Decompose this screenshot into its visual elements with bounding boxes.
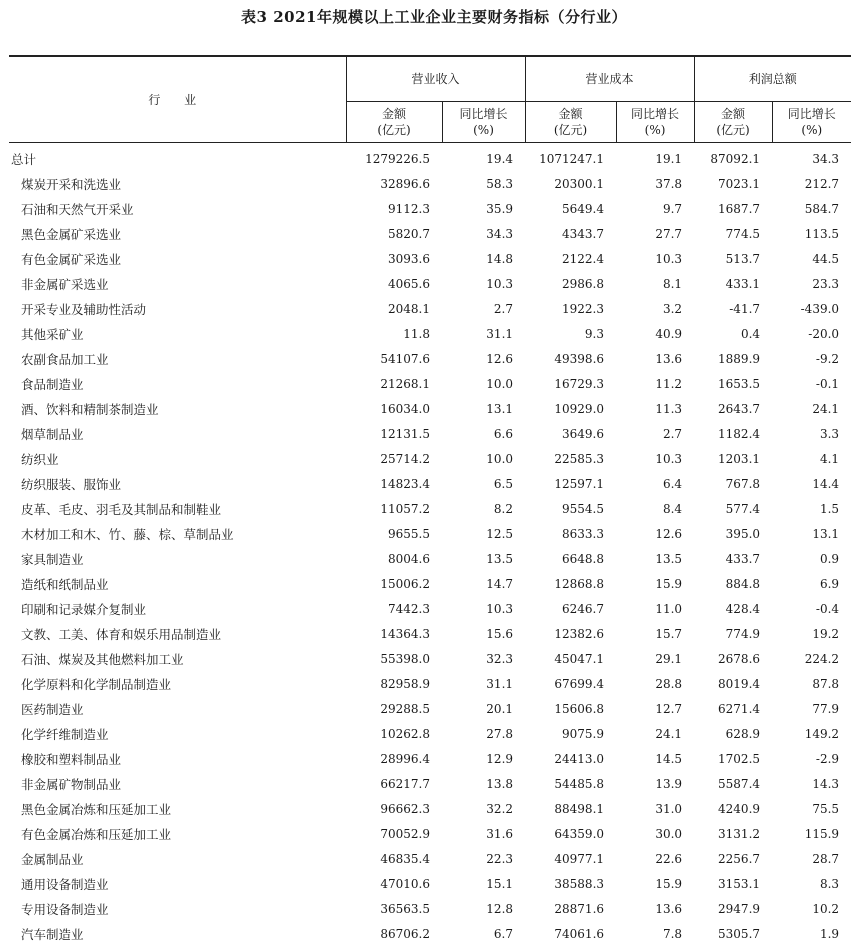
profit-growth: -0.1 bbox=[772, 371, 851, 396]
profit-growth: 14.3 bbox=[772, 771, 851, 796]
cost-growth: 22.6 bbox=[616, 846, 694, 871]
profit-growth: 4.1 bbox=[772, 446, 851, 471]
cost-amount: 1071247.1 bbox=[525, 143, 616, 172]
cost-growth: 11.2 bbox=[616, 371, 694, 396]
cost-growth: 24.1 bbox=[616, 721, 694, 746]
revenue-amount: 47010.6 bbox=[346, 871, 442, 896]
revenue-amount: 1279226.5 bbox=[346, 143, 442, 172]
table-row bbox=[9, 196, 851, 221]
profit-amount: 1687.7 bbox=[694, 196, 772, 221]
table-row bbox=[9, 896, 851, 921]
revenue-amount: 46835.4 bbox=[346, 846, 442, 871]
table-row bbox=[9, 796, 851, 821]
profit-amount: 87092.1 bbox=[694, 143, 772, 172]
table-row bbox=[9, 771, 851, 796]
profit-growth: -0.4 bbox=[772, 596, 851, 621]
profit-amount: 767.8 bbox=[694, 471, 772, 496]
revenue-growth: 13.8 bbox=[442, 771, 525, 796]
revenue-growth: 31.1 bbox=[442, 321, 525, 346]
table-row bbox=[9, 496, 851, 521]
table-row bbox=[9, 646, 851, 671]
cost-amount: 40977.1 bbox=[525, 846, 616, 871]
industry-name: 印刷和记录媒介复制业 bbox=[9, 596, 346, 621]
profit-growth: 6.9 bbox=[772, 571, 851, 596]
industry-name: 医药制造业 bbox=[9, 696, 346, 721]
revenue-growth: 13.1 bbox=[442, 396, 525, 421]
table-row bbox=[9, 871, 851, 896]
profit-amount: 0.4 bbox=[694, 321, 772, 346]
table-row bbox=[9, 421, 851, 446]
cost-amount: 12597.1 bbox=[525, 471, 616, 496]
cost-growth: 15.7 bbox=[616, 621, 694, 646]
profit-amount: 5587.4 bbox=[694, 771, 772, 796]
cost-amount: 4343.7 bbox=[525, 221, 616, 246]
revenue-growth: 12.9 bbox=[442, 746, 525, 771]
profit-amount: 2947.9 bbox=[694, 896, 772, 921]
industry-name: 造纸和纸制品业 bbox=[9, 571, 346, 596]
table-row-total bbox=[9, 143, 851, 172]
cost-growth-header: 同比增长 (%) bbox=[616, 102, 694, 143]
profit-amount: 3131.2 bbox=[694, 821, 772, 846]
cost-growth: 13.5 bbox=[616, 546, 694, 571]
profit-amount: 1203.1 bbox=[694, 446, 772, 471]
profit-growth: 28.7 bbox=[772, 846, 851, 871]
profit-amount: 884.8 bbox=[694, 571, 772, 596]
cost-growth: 37.8 bbox=[616, 171, 694, 196]
revenue-amount: 14364.3 bbox=[346, 621, 442, 646]
industry-name: 化学原料和化学制品制造业 bbox=[9, 671, 346, 696]
cost-amount: 12382.6 bbox=[525, 621, 616, 646]
industry-name: 石油、煤炭及其他燃料加工业 bbox=[9, 646, 346, 671]
cost-growth: 31.0 bbox=[616, 796, 694, 821]
industry-name: 其他采矿业 bbox=[9, 321, 346, 346]
cost-amount: 12868.8 bbox=[525, 571, 616, 596]
revenue-amount: 36563.5 bbox=[346, 896, 442, 921]
profit-growth: 584.7 bbox=[772, 196, 851, 221]
cost-amount: 2122.4 bbox=[525, 246, 616, 271]
revenue-growth: 12.8 bbox=[442, 896, 525, 921]
profit-growth-header: 同比增长 (%) bbox=[772, 102, 851, 143]
cost-growth: 30.0 bbox=[616, 821, 694, 846]
profit-growth: 8.3 bbox=[772, 871, 851, 896]
cost-growth: 8.4 bbox=[616, 496, 694, 521]
cost-amount: 9554.5 bbox=[525, 496, 616, 521]
revenue-amount: 86706.2 bbox=[346, 921, 442, 946]
cost-growth: 28.8 bbox=[616, 671, 694, 696]
profit-growth: 77.9 bbox=[772, 696, 851, 721]
profit-amount: 3153.1 bbox=[694, 871, 772, 896]
revenue-growth: 15.1 bbox=[442, 871, 525, 896]
revenue-growth-header: 同比增长 (%) bbox=[442, 102, 525, 143]
revenue-amount: 96662.3 bbox=[346, 796, 442, 821]
revenue-growth: 12.6 bbox=[442, 346, 525, 371]
revenue-growth: 20.1 bbox=[442, 696, 525, 721]
revenue-amount: 28996.4 bbox=[346, 746, 442, 771]
industry-name: 总计 bbox=[9, 143, 346, 172]
revenue-growth: 6.5 bbox=[442, 471, 525, 496]
profit-growth: -2.9 bbox=[772, 746, 851, 771]
profit-amount: 428.4 bbox=[694, 596, 772, 621]
cost-growth: 11.0 bbox=[616, 596, 694, 621]
profit-growth: -9.2 bbox=[772, 346, 851, 371]
revenue-growth: 6.7 bbox=[442, 921, 525, 946]
cost-amount: 9075.9 bbox=[525, 721, 616, 746]
revenue-amount: 8004.6 bbox=[346, 546, 442, 571]
table-row bbox=[9, 271, 851, 296]
profit-growth: 19.2 bbox=[772, 621, 851, 646]
table-row bbox=[9, 746, 851, 771]
industry-name: 木材加工和木、竹、藤、棕、草制品业 bbox=[9, 521, 346, 546]
revenue-amount: 21268.1 bbox=[346, 371, 442, 396]
table-row bbox=[9, 821, 851, 846]
table-row bbox=[9, 696, 851, 721]
cost-header: 营业成本 bbox=[525, 56, 694, 102]
revenue-amount: 54107.6 bbox=[346, 346, 442, 371]
profit-amount: 2643.7 bbox=[694, 396, 772, 421]
profit-amount: 395.0 bbox=[694, 521, 772, 546]
table-row bbox=[9, 371, 851, 396]
revenue-amount: 25714.2 bbox=[346, 446, 442, 471]
revenue-growth: 14.7 bbox=[442, 571, 525, 596]
cost-growth: 29.1 bbox=[616, 646, 694, 671]
cost-amount: 45047.1 bbox=[525, 646, 616, 671]
revenue-amount: 11.8 bbox=[346, 321, 442, 346]
table-row bbox=[9, 846, 851, 871]
revenue-growth: 6.6 bbox=[442, 421, 525, 446]
table-row bbox=[9, 171, 851, 196]
cost-amount: 20300.1 bbox=[525, 171, 616, 196]
table-row bbox=[9, 321, 851, 346]
revenue-amount: 9112.3 bbox=[346, 196, 442, 221]
revenue-growth: 34.3 bbox=[442, 221, 525, 246]
profit-amount-header: 金额 (亿元) bbox=[694, 102, 772, 143]
cost-amount: 74061.6 bbox=[525, 921, 616, 946]
revenue-growth: 14.8 bbox=[442, 246, 525, 271]
industry-name: 煤炭开采和洗选业 bbox=[9, 171, 346, 196]
profit-amount: 8019.4 bbox=[694, 671, 772, 696]
profit-amount: 1182.4 bbox=[694, 421, 772, 446]
cost-growth: 27.7 bbox=[616, 221, 694, 246]
industry-name: 金属制品业 bbox=[9, 846, 346, 871]
profit-header: 利润总额 bbox=[694, 56, 851, 102]
revenue-amount: 2048.1 bbox=[346, 296, 442, 321]
profit-growth: 149.2 bbox=[772, 721, 851, 746]
profit-amount: 774.5 bbox=[694, 221, 772, 246]
cost-amount: 28871.6 bbox=[525, 896, 616, 921]
cost-growth: 15.9 bbox=[616, 571, 694, 596]
table-row bbox=[9, 671, 851, 696]
profit-growth: 10.2 bbox=[772, 896, 851, 921]
cost-amount: 54485.8 bbox=[525, 771, 616, 796]
profit-amount: 433.7 bbox=[694, 546, 772, 571]
industry-name: 黑色金属冶炼和压延加工业 bbox=[9, 796, 346, 821]
profit-amount: 1889.9 bbox=[694, 346, 772, 371]
revenue-amount: 66217.7 bbox=[346, 771, 442, 796]
profit-growth: 113.5 bbox=[772, 221, 851, 246]
revenue-growth: 32.2 bbox=[442, 796, 525, 821]
cost-amount: 64359.0 bbox=[525, 821, 616, 846]
revenue-amount: 5820.7 bbox=[346, 221, 442, 246]
profit-growth: 34.3 bbox=[772, 143, 851, 172]
cost-growth: 15.9 bbox=[616, 871, 694, 896]
cost-amount: 6648.8 bbox=[525, 546, 616, 571]
revenue-growth: 12.5 bbox=[442, 521, 525, 546]
industry-name: 专用设备制造业 bbox=[9, 896, 346, 921]
industry-name: 非金属矿采选业 bbox=[9, 271, 346, 296]
cost-growth: 9.7 bbox=[616, 196, 694, 221]
cost-amount: 49398.6 bbox=[525, 346, 616, 371]
cost-amount: 1922.3 bbox=[525, 296, 616, 321]
revenue-amount: 11057.2 bbox=[346, 496, 442, 521]
profit-growth: -20.0 bbox=[772, 321, 851, 346]
cost-amount-header: 金额 (亿元) bbox=[525, 102, 616, 143]
industry-name: 石油和天然气开采业 bbox=[9, 196, 346, 221]
table-row bbox=[9, 921, 851, 946]
revenue-growth: 10.3 bbox=[442, 271, 525, 296]
cost-amount: 9.3 bbox=[525, 321, 616, 346]
profit-amount: 1653.5 bbox=[694, 371, 772, 396]
revenue-amount: 82958.9 bbox=[346, 671, 442, 696]
revenue-growth: 32.3 bbox=[442, 646, 525, 671]
table-body bbox=[9, 143, 851, 946]
cost-growth: 19.1 bbox=[616, 143, 694, 172]
profit-amount: 433.1 bbox=[694, 271, 772, 296]
table-row bbox=[9, 596, 851, 621]
table-row bbox=[9, 221, 851, 246]
revenue-growth: 19.4 bbox=[442, 143, 525, 172]
industry-name: 纺织业 bbox=[9, 446, 346, 471]
table-row bbox=[9, 546, 851, 571]
profit-growth: 212.7 bbox=[772, 171, 851, 196]
revenue-amount: 14823.4 bbox=[346, 471, 442, 496]
cost-growth: 7.8 bbox=[616, 921, 694, 946]
industry-name: 纺织服装、服饰业 bbox=[9, 471, 346, 496]
industry-name: 酒、饮料和精制茶制造业 bbox=[9, 396, 346, 421]
revenue-header: 营业收入 bbox=[346, 56, 525, 102]
profit-amount: 577.4 bbox=[694, 496, 772, 521]
table-row bbox=[9, 521, 851, 546]
cost-amount: 5649.4 bbox=[525, 196, 616, 221]
cost-growth: 10.3 bbox=[616, 446, 694, 471]
revenue-amount: 3093.6 bbox=[346, 246, 442, 271]
profit-amount: 5305.7 bbox=[694, 921, 772, 946]
cost-growth: 11.3 bbox=[616, 396, 694, 421]
cost-growth: 14.5 bbox=[616, 746, 694, 771]
industry-name: 化学纤维制造业 bbox=[9, 721, 346, 746]
profit-growth: 23.3 bbox=[772, 271, 851, 296]
industry-name: 橡胶和塑料制品业 bbox=[9, 746, 346, 771]
revenue-growth: 35.9 bbox=[442, 196, 525, 221]
profit-amount: 628.9 bbox=[694, 721, 772, 746]
cost-amount: 38588.3 bbox=[525, 871, 616, 896]
industry-name: 农副食品加工业 bbox=[9, 346, 346, 371]
cost-growth: 10.3 bbox=[616, 246, 694, 271]
cost-growth: 13.6 bbox=[616, 896, 694, 921]
revenue-amount: 16034.0 bbox=[346, 396, 442, 421]
industry-name: 开采专业及辅助性活动 bbox=[9, 296, 346, 321]
cost-growth: 3.2 bbox=[616, 296, 694, 321]
revenue-amount: 7442.3 bbox=[346, 596, 442, 621]
revenue-growth: 10.0 bbox=[442, 371, 525, 396]
profit-growth: 1.9 bbox=[772, 921, 851, 946]
revenue-growth: 31.6 bbox=[442, 821, 525, 846]
cost-growth: 8.1 bbox=[616, 271, 694, 296]
revenue-amount: 32896.6 bbox=[346, 171, 442, 196]
industry-name: 通用设备制造业 bbox=[9, 871, 346, 896]
profit-amount: 6271.4 bbox=[694, 696, 772, 721]
revenue-amount: 9655.5 bbox=[346, 521, 442, 546]
cost-growth: 12.6 bbox=[616, 521, 694, 546]
profit-growth: 44.5 bbox=[772, 246, 851, 271]
industry-name: 汽车制造业 bbox=[9, 921, 346, 946]
revenue-amount: 15006.2 bbox=[346, 571, 442, 596]
revenue-growth: 27.8 bbox=[442, 721, 525, 746]
profit-growth: 0.9 bbox=[772, 546, 851, 571]
profit-amount: 774.9 bbox=[694, 621, 772, 646]
table-row bbox=[9, 621, 851, 646]
financial-indicators-table bbox=[9, 55, 851, 946]
cost-amount: 16729.3 bbox=[525, 371, 616, 396]
profit-growth: 115.9 bbox=[772, 821, 851, 846]
cost-amount: 24413.0 bbox=[525, 746, 616, 771]
revenue-growth: 22.3 bbox=[442, 846, 525, 871]
industry-header: 行 业 bbox=[9, 56, 346, 143]
table-row bbox=[9, 296, 851, 321]
cost-amount: 67699.4 bbox=[525, 671, 616, 696]
revenue-amount: 55398.0 bbox=[346, 646, 442, 671]
revenue-growth: 15.6 bbox=[442, 621, 525, 646]
profit-growth: -439.0 bbox=[772, 296, 851, 321]
revenue-amount: 10262.8 bbox=[346, 721, 442, 746]
cost-amount: 3649.6 bbox=[525, 421, 616, 446]
revenue-amount-header: 金额 (亿元) bbox=[346, 102, 442, 143]
cost-growth: 13.9 bbox=[616, 771, 694, 796]
profit-growth: 13.1 bbox=[772, 521, 851, 546]
table-row bbox=[9, 471, 851, 496]
industry-name: 烟草制品业 bbox=[9, 421, 346, 446]
profit-growth: 75.5 bbox=[772, 796, 851, 821]
revenue-growth: 10.3 bbox=[442, 596, 525, 621]
profit-amount: 2256.7 bbox=[694, 846, 772, 871]
profit-growth: 224.2 bbox=[772, 646, 851, 671]
table-row bbox=[9, 721, 851, 746]
cost-amount: 88498.1 bbox=[525, 796, 616, 821]
profit-growth: 1.5 bbox=[772, 496, 851, 521]
cost-amount: 22585.3 bbox=[525, 446, 616, 471]
revenue-amount: 12131.5 bbox=[346, 421, 442, 446]
revenue-growth: 58.3 bbox=[442, 171, 525, 196]
profit-growth: 24.1 bbox=[772, 396, 851, 421]
industry-name: 文教、工美、体育和娱乐用品制造业 bbox=[9, 621, 346, 646]
table-row bbox=[9, 571, 851, 596]
revenue-amount: 29288.5 bbox=[346, 696, 442, 721]
table-header bbox=[9, 56, 851, 143]
industry-name: 家具制造业 bbox=[9, 546, 346, 571]
profit-growth: 87.8 bbox=[772, 671, 851, 696]
table-row bbox=[9, 446, 851, 471]
industry-name: 皮革、毛皮、羽毛及其制品和制鞋业 bbox=[9, 496, 346, 521]
revenue-growth: 31.1 bbox=[442, 671, 525, 696]
revenue-amount: 4065.6 bbox=[346, 271, 442, 296]
industry-name: 非金属矿物制品业 bbox=[9, 771, 346, 796]
cost-amount: 6246.7 bbox=[525, 596, 616, 621]
revenue-growth: 2.7 bbox=[442, 296, 525, 321]
revenue-amount: 70052.9 bbox=[346, 821, 442, 846]
revenue-growth: 13.5 bbox=[442, 546, 525, 571]
cost-growth: 12.7 bbox=[616, 696, 694, 721]
cost-amount: 8633.3 bbox=[525, 521, 616, 546]
cost-amount: 15606.8 bbox=[525, 696, 616, 721]
profit-amount: 513.7 bbox=[694, 246, 772, 271]
cost-growth: 6.4 bbox=[616, 471, 694, 496]
industry-name: 有色金属矿采选业 bbox=[9, 246, 346, 271]
profit-amount: 7023.1 bbox=[694, 171, 772, 196]
profit-growth: 3.3 bbox=[772, 421, 851, 446]
profit-growth: 14.4 bbox=[772, 471, 851, 496]
cost-growth: 2.7 bbox=[616, 421, 694, 446]
profit-amount: -41.7 bbox=[694, 296, 772, 321]
revenue-growth: 8.2 bbox=[442, 496, 525, 521]
industry-name: 食品制造业 bbox=[9, 371, 346, 396]
page-title: 表3 2021年规模以上工业企业主要财务指标（分行业） bbox=[0, 6, 868, 27]
profit-amount: 4240.9 bbox=[694, 796, 772, 821]
revenue-growth: 10.0 bbox=[442, 446, 525, 471]
cost-amount: 10929.0 bbox=[525, 396, 616, 421]
table-row bbox=[9, 396, 851, 421]
cost-growth: 13.6 bbox=[616, 346, 694, 371]
cost-growth: 40.9 bbox=[616, 321, 694, 346]
profit-amount: 2678.6 bbox=[694, 646, 772, 671]
profit-amount: 1702.5 bbox=[694, 746, 772, 771]
industry-name: 黑色金属矿采选业 bbox=[9, 221, 346, 246]
cost-amount: 2986.8 bbox=[525, 271, 616, 296]
industry-name: 有色金属冶炼和压延加工业 bbox=[9, 821, 346, 846]
table-row bbox=[9, 246, 851, 271]
table-row bbox=[9, 346, 851, 371]
